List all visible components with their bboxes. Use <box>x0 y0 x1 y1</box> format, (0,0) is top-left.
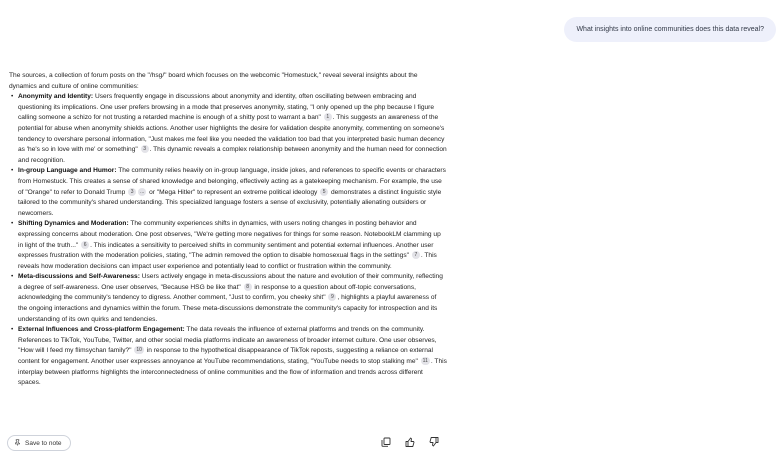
insight-text: . This interplay between platforms highlights the interconnectedness of online communities and the flow of information and trends across different spaces. <box>18 358 447 387</box>
insight-text: demonstrates a distinct linguistic style tailored to the community's shared understanding. This specialized language fosters a sense of exclusivity, potentially alienating outsiders or newcomers. <box>18 188 442 217</box>
citation-chip[interactable]: 1 <box>324 113 332 121</box>
citation-chip[interactable]: 11 <box>422 358 428 365</box>
insight-title: Anonymity and Identity: <box>18 93 94 101</box>
citation-chip[interactable]: 10 <box>136 347 142 354</box>
thumbs-up-icon[interactable] <box>404 436 415 447</box>
insight-text: The community relies heavily on in-group language, inside jokes, and references to specific events or characters from Homestuck. This creates a sense of shared knowledge and belonging, effectively acting as a gatekeeping mechanism. For example, the use of "Orange" to refer to Donald Trump <box>18 167 446 196</box>
insight-item <box>14 272 447 325</box>
insight-item <box>14 92 447 166</box>
insight-text: . This suggests an awareness of the potential for abuse when anonymity shields actions. Another user highlights the desire for validation despite anonymity, commenting on someone's tendency to overshare personal information, "Just makes me feel like you needed the validation too bad that you interpreted basic human decency as 'he's so in love with me' or something" <box>18 114 445 154</box>
insight-text: Users actively engage in meta-discussions about the nature and evolution of their community, reflecting a degree of self-awareness. One user observes, "Because HSG be like that" <box>18 273 443 291</box>
response-intro: The sources, a collection of forum posts on the "/hsg/" board which focuses on the webcomic "Homestuck," reveal several insights about the dynamics and culture of online communities: <box>9 72 418 90</box>
save-to-note-label: Save to note <box>25 439 62 447</box>
save-to-note-button[interactable] <box>7 435 71 451</box>
insight-title: In-group Language and Humor: <box>18 167 117 175</box>
insight-text: or "Mega Hitler" to represent an extreme political ideology <box>147 188 320 196</box>
insight-item <box>14 219 447 272</box>
citation-chip[interactable]: 6 <box>81 241 89 249</box>
citation-chip[interactable]: 7 <box>412 251 420 259</box>
insight-title: Shifting Dynamics and Moderation: <box>18 220 129 228</box>
insight-text: The data reveals the influence of external platforms and trends on the community. References to TikTok, YouTube, Twitter, and other social media platforms indicate an awareness of broader internet culture. One user observes, "How will I feed my flimsychan family?" <box>18 326 437 355</box>
citation-chip[interactable]: 8 <box>244 283 252 291</box>
citation-chip[interactable]: 3 <box>128 188 136 196</box>
citation-chip[interactable]: ... <box>140 188 145 195</box>
insight-text: in response to the hypothetical disappearance of TikTok reposts, suggesting a reliance on external content for engagement. Another user expresses annoyance at YouTube recommendations, stating, "YouTube needs to stop stalking me" <box>18 347 434 366</box>
insight-item <box>14 325 447 389</box>
pin-icon <box>14 439 21 448</box>
copy-icon[interactable] <box>380 436 391 447</box>
assistant-response <box>9 71 447 389</box>
insight-text: The community experiences shifts in dynamics, with users noting changes in posting behavior and expressing concerns about moderation. One post observes, "We're getting more negatives for things for some reason. NotebookLM clamming up in light of the truth..." <box>18 220 441 249</box>
insight-text: Users frequently engage in discussions about anonymity and identity, often oscillating between embracing and questioning its implications. One user prefers browsing in a mode that preserves anonymity, stating, "I only opened up the php because I figure calling someone a schizo for not trusting a retarded machine is enough of a shitty post to warrant a ban" <box>18 93 435 122</box>
insight-title: External Influences and Cross-platform Engagement: <box>18 326 185 334</box>
insight-text: in response to a question about off-topic conversations, acknowledging the community's tendency to digress. Another comment, "Just to confirm, you cheeky shit" <box>18 283 416 302</box>
citation-chip[interactable]: 5 <box>320 188 328 196</box>
insight-title: Meta-discussions and Self-Awareness: <box>18 273 140 281</box>
insight-item <box>14 166 447 219</box>
thumbs-down-icon[interactable] <box>428 436 439 447</box>
insight-text: . This dynamic reveals a complex relationship between anonymity and the human need for connection and recognition. <box>18 146 447 164</box>
citation-chip[interactable]: 9 <box>328 293 336 301</box>
insight-text: . This indicates a sensitivity to perceived shifts in community sentiment and potential external influences. Another user expresses frustration with the moderation policies, stating, "The admin removed the option to disable homosexual flags in the settings" <box>18 241 434 260</box>
citation-chip[interactable]: 3 <box>141 145 149 153</box>
response-actions <box>380 436 439 447</box>
user-message: What insights into online communities does this data reveal? <box>564 17 776 42</box>
insight-text: . This reveals how moderation decisions can impact user experience and potentially lead to conflict or frustration within the community. <box>18 252 437 270</box>
insights-list <box>9 92 447 389</box>
insight-text: , highlights a playful awareness of the ongoing interactions and dynamics within the forum. These meta-discussions demonstrate the community's capacity for introspection and its understanding of its own quirks and tendencies. <box>18 294 438 323</box>
